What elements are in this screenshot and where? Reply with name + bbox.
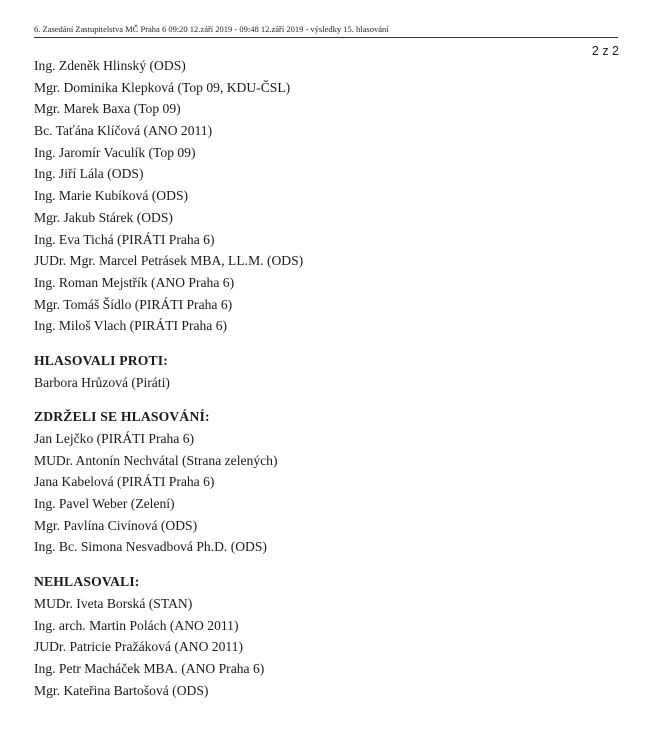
page-header: 6. Zasedání Zastupitelstva MČ Praha 6 09:20 12.září 2019 - 09:48 12.září 2019 - výsledky 15. hlasování <box>34 24 389 34</box>
page-number: 2 z 2 <box>591 44 619 58</box>
member-line: Mgr. Pavlína Civínová (ODS) <box>34 517 198 533</box>
member-line: MUDr. Iveta Borská (STAN) <box>34 595 193 611</box>
member-line: Bc. Taťána Klíčová (ANO 2011) <box>34 123 213 139</box>
vote-results <box>34 55 614 701</box>
member-line: Ing. Zdeněk Hlinský (ODS) <box>34 58 186 73</box>
member-line: Ing. Miloš Vlach (PIRÁTI Praha 6) <box>34 318 228 334</box>
member-line: Mgr. Marek Baxa (Top 09) <box>34 101 181 117</box>
member-line: Ing. Marie Kubíková (ODS) <box>34 188 189 204</box>
member-line: MUDr. Antonín Nechvátal (Strana zelených) <box>34 452 278 468</box>
member-line: Jan Lejčko (PIRÁTI Praha 6) <box>34 431 195 446</box>
member-line: Mgr. Tomáš Šídlo (PIRÁTI Praha 6) <box>34 296 233 312</box>
continued-member-list <box>34 55 614 337</box>
member-line: Ing. Jiří Lála (ODS) <box>34 166 144 182</box>
member-line: Ing. Eva Tichá (PIRÁTI Praha 6) <box>34 231 215 247</box>
header-divider <box>34 37 618 38</box>
member-line: Ing. Petr Macháček MBA. (ANO Praha 6) <box>34 660 265 676</box>
section-did-not-vote <box>34 571 614 701</box>
section-heading: HLASOVALI PROTI: <box>34 352 169 368</box>
member-line: Mgr. Kateřina Bartošová (ODS) <box>34 682 209 698</box>
member-line: Mgr. Dominika Klepková (Top 09, KDU-ČSL) <box>34 79 291 95</box>
section-heading: NEHLASOVALI: <box>34 574 140 590</box>
member-line: JUDr. Patricie Pražáková (ANO 2011) <box>34 639 244 655</box>
member-line: Mgr. Jakub Stárek (ODS) <box>34 209 173 225</box>
member-line: Barbora Hrůzová (Piráti) <box>34 374 170 390</box>
section-heading: ZDRŽELI SE HLASOVÁNÍ: <box>34 409 210 425</box>
section-against <box>34 350 614 393</box>
member-line: Ing. Jaromír Vaculík (Top 09) <box>34 144 196 160</box>
section-abstained <box>34 406 614 558</box>
member-line: Jana Kabelová (PIRÁTI Praha 6) <box>34 474 215 490</box>
member-line: Ing. arch. Martin Polách (ANO 2011) <box>34 617 239 633</box>
member-line: Ing. Bc. Simona Nesvadbová Ph.D. (ODS) <box>34 539 267 555</box>
member-line: Ing. Roman Mejstřík (ANO Praha 6) <box>34 274 235 290</box>
member-line: JUDr. Mgr. Marcel Petrásek MBA, LL.M. (ODS) <box>34 253 304 269</box>
member-line: Ing. Pavel Weber (Zelení) <box>34 496 175 512</box>
